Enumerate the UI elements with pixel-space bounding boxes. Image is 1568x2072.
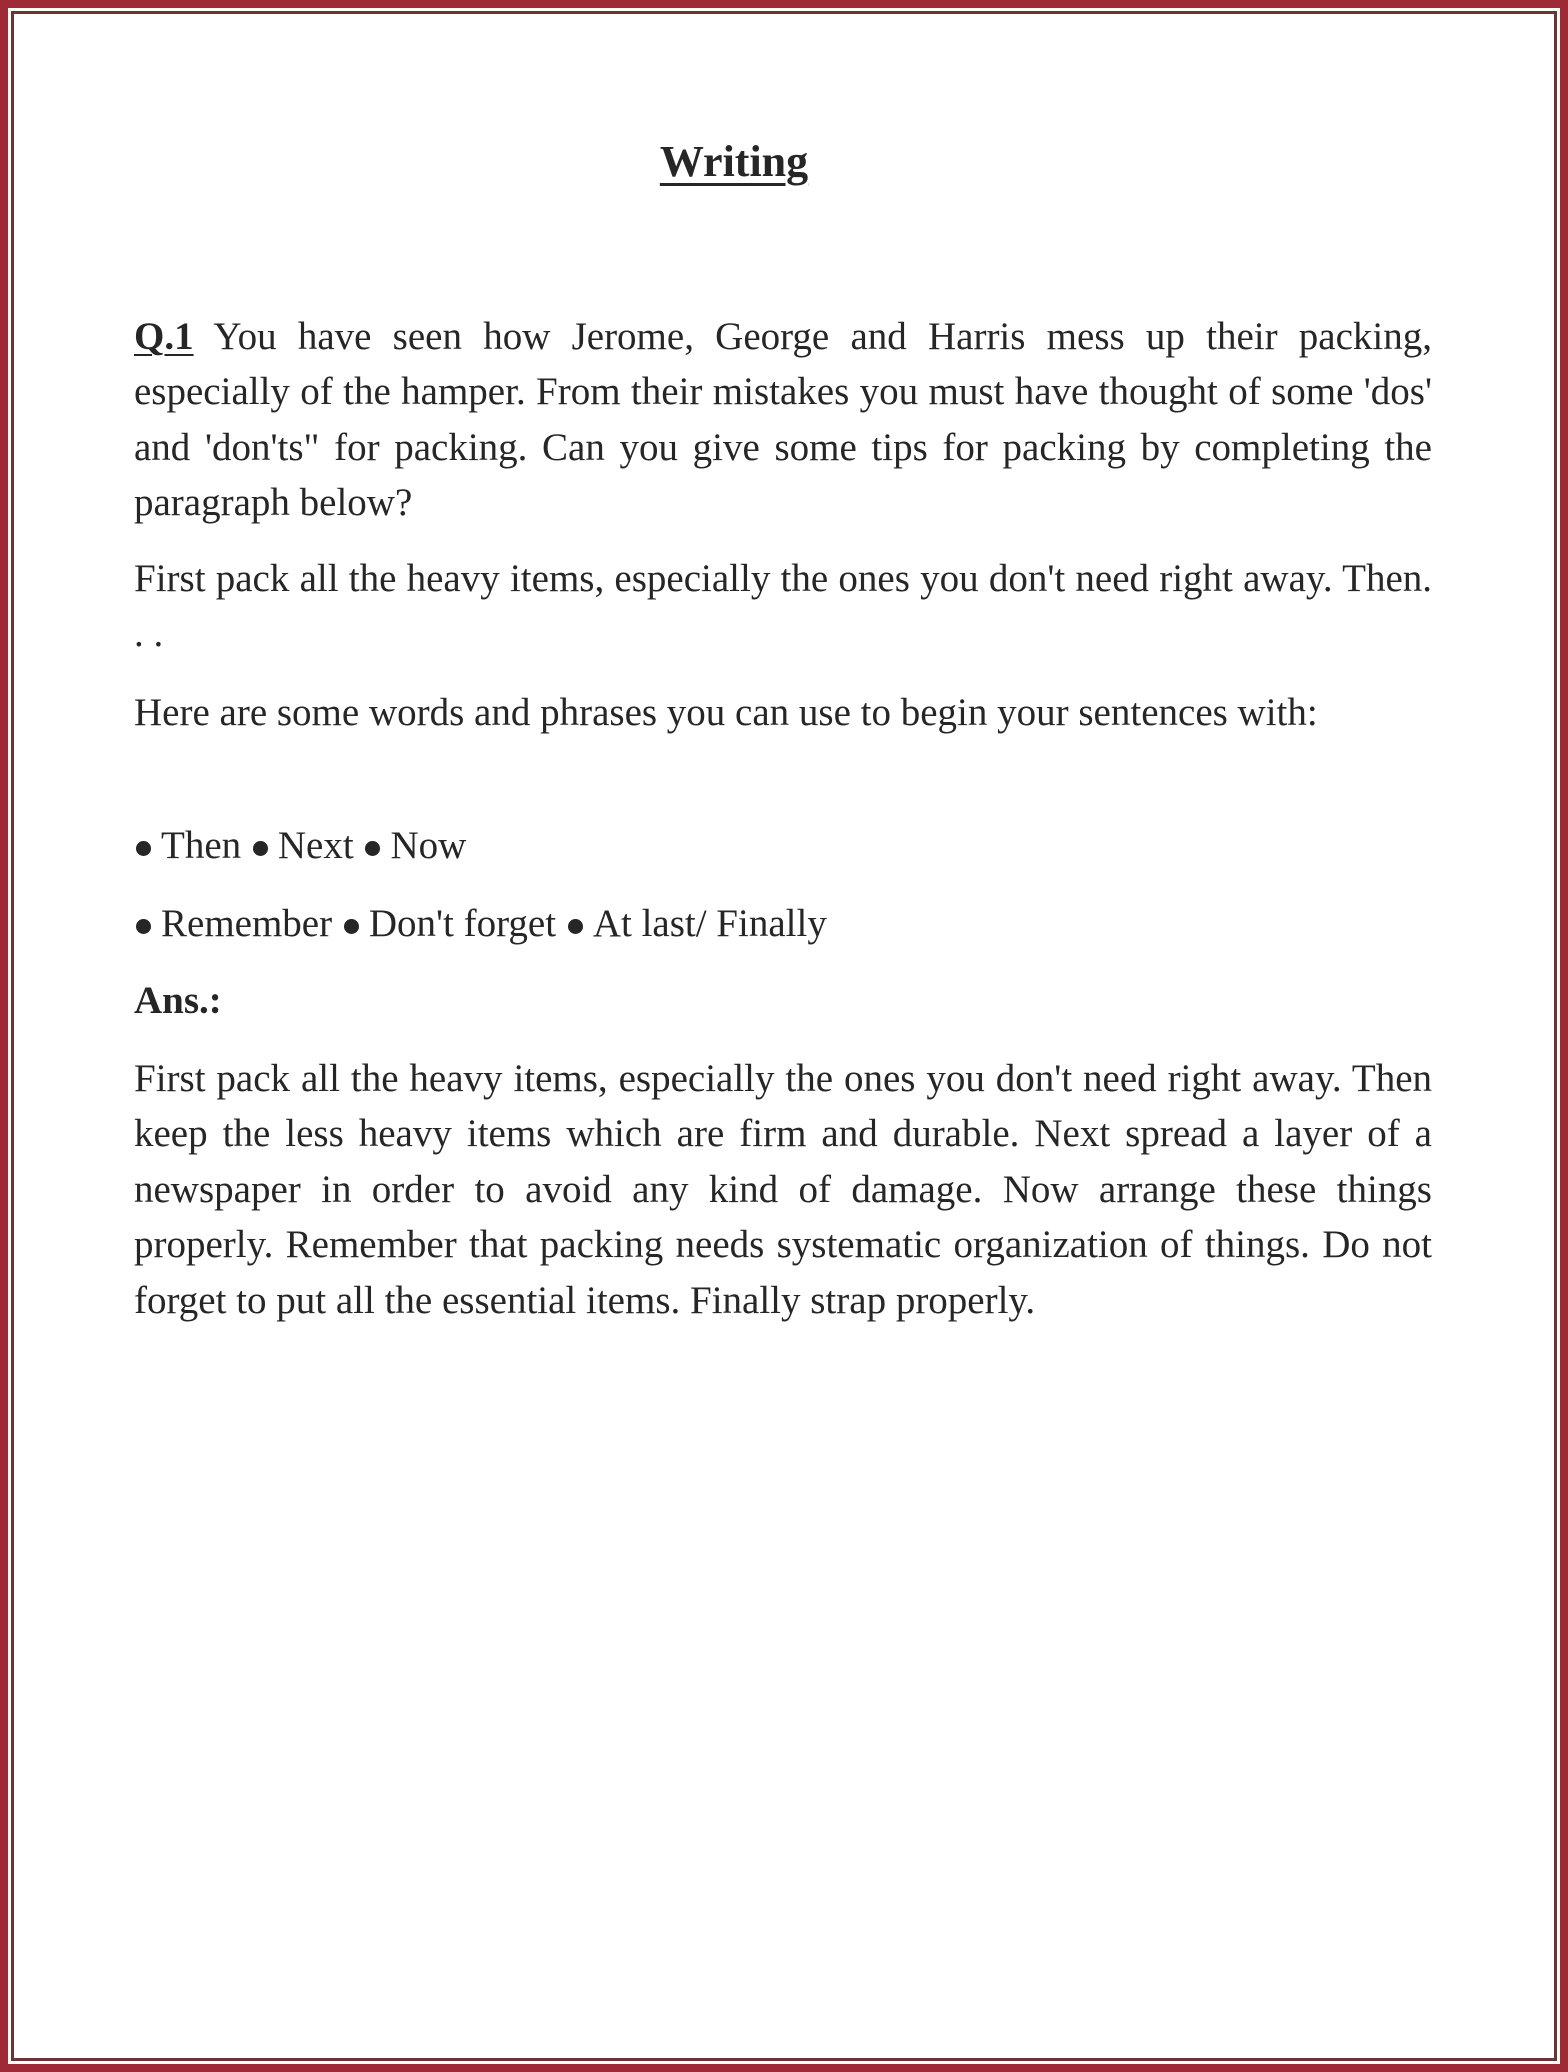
- answer-paragraph: First pack all the heavy items, especially the ones you don't need right away. Then keep the less heavy items which are firm and durable. Next spread a layer of a newspaper in order to avoid any kind of damage. Now arrange these things properly. Remember that packing needs systematic organization of things. Do not forget to put all the essential items. Finally strap properly.: [134, 1057, 1432, 1322]
- prompt-block: [134, 551, 1432, 662]
- bullet-item: Don't forget: [342, 902, 556, 945]
- answer-label: Ans.:: [134, 979, 222, 1022]
- question-text: You have seen how Jerome, George and Harris mess up their packing, especially of the hamper. From their mistakes you must have thought of some 'dos' and 'don'ts" for packing. Can you give some tips for packing by completing the paragraph below?: [134, 315, 1432, 525]
- question-label: Q.1: [134, 315, 194, 358]
- instruction-block: [134, 685, 1432, 740]
- answer-block: [134, 1051, 1432, 1328]
- bullet-row-2: [134, 896, 827, 951]
- bullet-dot-icon: [365, 841, 380, 856]
- bullet-item: At last/ Finally: [566, 902, 827, 945]
- bullet-dot-icon: [344, 919, 359, 934]
- question-paragraph: [134, 309, 1432, 531]
- bullet-item: Now: [363, 824, 466, 867]
- bullet-item: Then: [134, 824, 241, 867]
- page-title-text: Writing: [659, 137, 809, 186]
- bullet-item: Next: [251, 824, 354, 867]
- instruction-paragraph: Here are some words and phrases you can use to begin your sentences with:: [134, 691, 1318, 734]
- page-title: [0, 138, 1468, 186]
- bullet-dot-icon: [136, 841, 151, 856]
- bullet-dot-icon: [568, 919, 583, 934]
- bullet-row-1: [134, 818, 466, 873]
- bullet-dot-icon: [253, 841, 268, 856]
- question-block: [134, 309, 1432, 531]
- bullet-item: Remember: [134, 902, 332, 945]
- prompt-paragraph: First pack all the heavy items, especially the ones you don't need right away. Then. . .: [134, 557, 1432, 656]
- bullet-dot-icon: [136, 919, 151, 934]
